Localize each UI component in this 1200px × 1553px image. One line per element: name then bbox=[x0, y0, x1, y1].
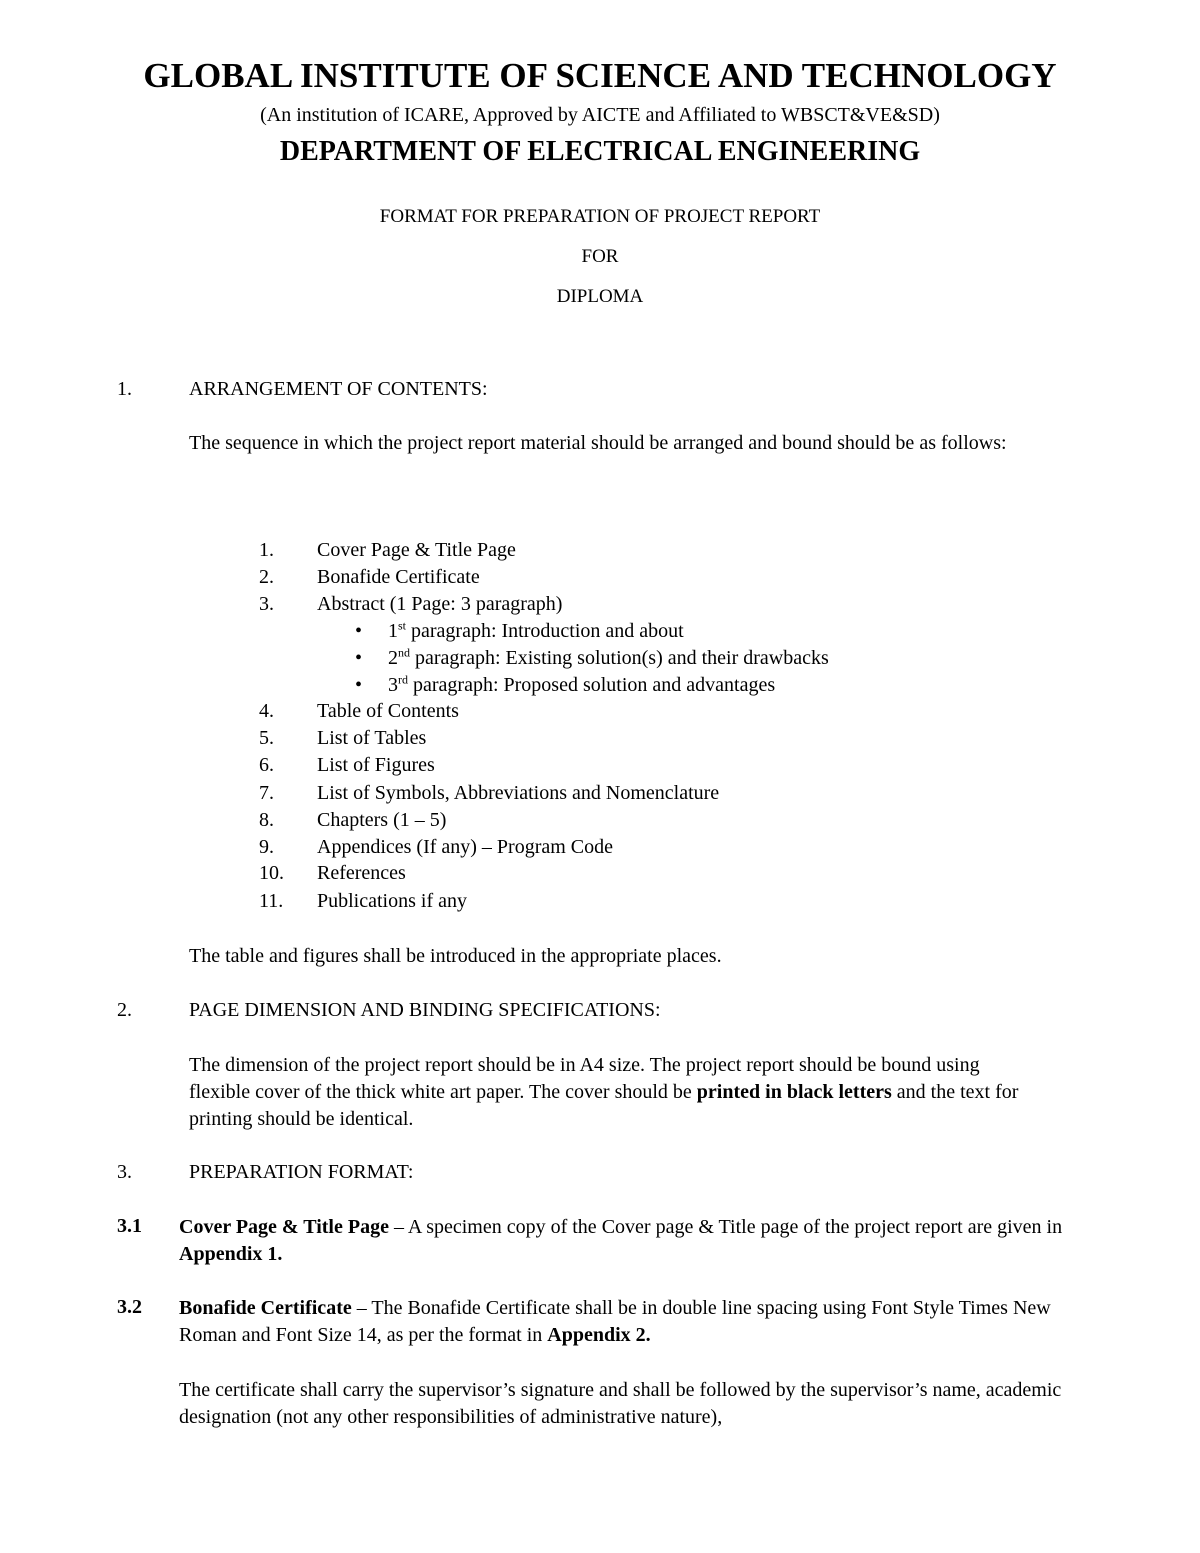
subsection-3-2-paragraph: The certificate shall carry the supervisor’s signature and shall be followed by the supervisor’s name, academic designation (not any other responsibilities of administrative nature), bbox=[179, 1379, 1062, 1428]
list-item-text: Abstract (1 Page: 3 paragraph) bbox=[317, 593, 563, 615]
list-item-number: 9. bbox=[259, 836, 274, 858]
subsection-3-1-number: 3.1 bbox=[117, 1215, 142, 1237]
list-item-text: References bbox=[317, 862, 406, 884]
list-item-number: 5. bbox=[259, 727, 274, 749]
section3-heading: PREPARATION FORMAT: bbox=[189, 1161, 414, 1183]
subsection-3-2-text: Bonafide Certificate – The Bonafide Certificate shall be in double line spacing using Font Style Times New Roman and Font Size 14, as per the format in Appendix 2. bbox=[179, 1297, 1051, 1346]
section3-number: 3. bbox=[117, 1161, 132, 1183]
bullet-item: 2nd paragraph: Existing solution(s) and their drawbacks bbox=[388, 645, 829, 669]
section1-intro: The sequence in which the project report material should be arranged and bound should be as follows: bbox=[189, 432, 1007, 454]
list-item-text: Table of Contents bbox=[317, 700, 459, 722]
list-item-text: List of Figures bbox=[317, 754, 435, 776]
list-item-text: Publications if any bbox=[317, 890, 467, 912]
department-name: DEPARTMENT OF ELECTRICAL ENGINEERING bbox=[279, 136, 921, 167]
section1-heading: ARRANGEMENT OF CONTENTS: bbox=[189, 378, 488, 400]
list-item-number: 6. bbox=[259, 754, 274, 776]
bullet-icon: • bbox=[355, 674, 363, 696]
list-item-text: Bonafide Certificate bbox=[317, 566, 480, 588]
section2-paragraph: The dimension of the project report should be in A4 size. The project report should be bound using flexible cover of the thick white art paper. The cover should be printed in black letters and the text for printing should be identical. bbox=[189, 1054, 1019, 1130]
list-item-number: 7. bbox=[259, 782, 274, 804]
bullet-item: 1st paragraph: Introduction and about bbox=[388, 618, 684, 642]
section2-number: 2. bbox=[117, 999, 132, 1021]
affiliation-line: (An institution of ICARE, Approved by AICTE and Affiliated to WBSCT&VE&SD) bbox=[260, 104, 940, 126]
section2-heading: PAGE DIMENSION AND BINDING SPECIFICATIONS: bbox=[189, 999, 661, 1021]
format-title: FORMAT FOR PREPARATION OF PROJECT REPORT bbox=[379, 206, 821, 227]
section1-number: 1. bbox=[117, 378, 132, 400]
list-item-number: 1. bbox=[259, 539, 274, 561]
bullet-icon: • bbox=[355, 647, 363, 669]
bullet-item: 3rd paragraph: Proposed solution and advantages bbox=[388, 672, 776, 696]
list-item-text: Appendices (If any) – Program Code bbox=[317, 836, 614, 858]
list-item-text: List of Symbols, Abbreviations and Nomenclature bbox=[317, 782, 720, 804]
program-name: DIPLOMA bbox=[556, 286, 644, 307]
list-item-number: 3. bbox=[259, 593, 274, 615]
subsection-3-1-text: Cover Page & Title Page – A specimen copy of the Cover page & Title page of the project report are given in Appendix 1. bbox=[179, 1216, 1063, 1265]
list-item-text: Chapters (1 – 5) bbox=[317, 809, 447, 831]
list-item-number: 4. bbox=[259, 700, 274, 722]
institute-name: GLOBAL INSTITUTE OF SCIENCE AND TECHNOLOGY bbox=[143, 56, 1057, 95]
list-item-text: Cover Page & Title Page bbox=[317, 539, 516, 561]
list-item-number: 2. bbox=[259, 566, 274, 588]
bullet-icon: • bbox=[355, 620, 363, 642]
list-item-number: 8. bbox=[259, 809, 274, 831]
list-item-number: 11. bbox=[259, 890, 284, 912]
list-item-text: List of Tables bbox=[317, 727, 427, 749]
section1-outro: The table and figures shall be introduced in the appropriate places. bbox=[189, 945, 722, 967]
format-for: FOR bbox=[581, 246, 619, 267]
subsection-3-2-number: 3.2 bbox=[117, 1296, 142, 1318]
list-item-number: 10. bbox=[259, 862, 284, 884]
